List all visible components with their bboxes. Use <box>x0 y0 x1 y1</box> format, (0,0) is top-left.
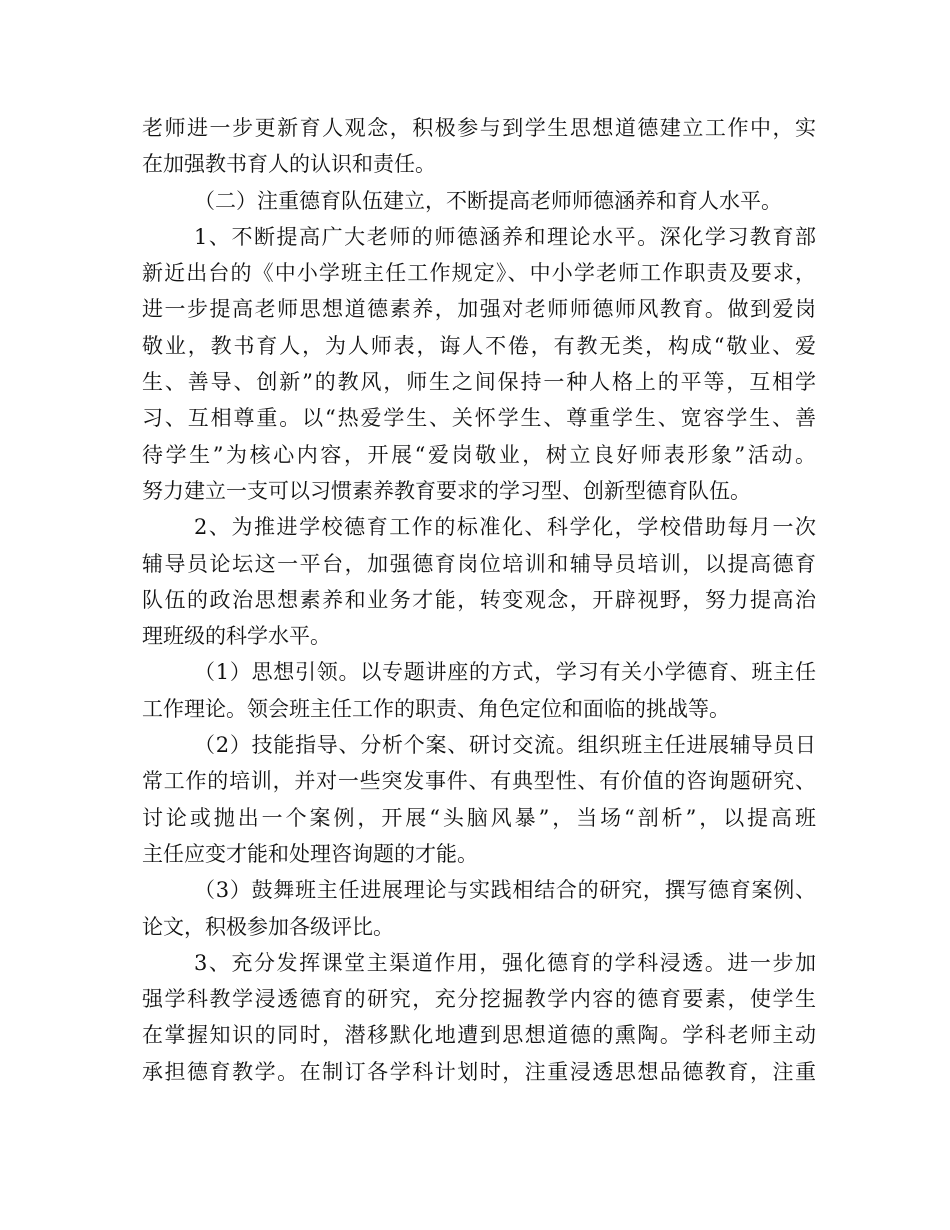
text-line: 承担德育教学。在制订各学科计划时，注重浸透思想品德教育，注重 <box>142 1059 816 1084</box>
text-line: 2、为推进学校德育工作的标准化、科学化，学校借助每月一次 <box>194 515 816 540</box>
text-line: 老师进一步更新育人观念，积极参与到学生思想道德建立工作中，实 <box>142 116 816 140</box>
text-line: 努力建立一支可以习惯素养教育要求的学习型、创新型德育队伍。 <box>142 478 751 503</box>
text-line: 在掌握知识的同时，潜移默化地遭到思想道德的熏陶。学科老师主动 <box>142 1023 816 1048</box>
text-line: 新近出台的《中小学班主任工作规定》、中小学老师工作职责及要求， <box>142 261 816 286</box>
text-line: （二）注重德育队伍建立，不断提高老师师德涵养和育人水平。 <box>194 188 782 213</box>
text-line: 辅导员论坛这一平台，加强德育岗位培训和辅导员培训，以提高德育 <box>142 551 816 576</box>
text-line: 待学生”为核心内容，开展“爱岗敬业，树立良好师表形象”活动。 <box>142 442 816 467</box>
text-line: 队伍的政治思想素养和业务才能，转变观念，开辟视野，努力提高治 <box>142 587 816 612</box>
text-line: （2）技能指导、分析个案、研讨交流。组织班主任进展辅导员日 <box>194 733 816 758</box>
text-line: 生、善导、创新”的教风，师生之间保持一种人格上的平等，互相学 <box>142 370 816 395</box>
text-line: 工作理论。领会班主任工作的职责、角色定位和面临的挑战等。 <box>142 696 730 721</box>
text-line: （3）鼓舞班主任进展理论与实践相结合的研究，撰写德育案例、 <box>194 878 816 903</box>
text-line: 讨论或抛出一个案例，开展“头脑风暴”，当场“剖析”，以提高班 <box>142 805 816 830</box>
text-line: 3、充分发挥课堂主渠道作用，强化德育的学科浸透。进一步加 <box>194 950 816 975</box>
text-line: 常工作的培训，并对一些突发事件、有典型性、有价值的咨询题研究、 <box>142 769 816 794</box>
document-body <box>142 110 816 1090</box>
text-line: （1）思想引领。以专题讲座的方式，学习有关小学德育、班主任 <box>194 660 816 685</box>
text-line: 主任应变才能和处理咨询题的才能。 <box>142 841 478 866</box>
text-line: 习、互相尊重。以“热爱学生、关怀学生、尊重学生、宽容学生、善 <box>142 406 816 431</box>
text-line: 进一步提高老师思想道德素养，加强对老师师德师风教育。做到爱岗 <box>142 297 816 322</box>
text-line: 1、不断提高广大老师的师德涵养和理论水平。深化学习教育部 <box>194 224 816 249</box>
text-line: 理班级的科学水平。 <box>142 624 331 649</box>
text-line: 论文，积极参加各级评比。 <box>142 914 394 939</box>
text-line: 敬业，教书育人，为人师表，诲人不倦，有教无类，构成“敬业、爱 <box>142 333 816 358</box>
text-line: 在加强教书育人的认识和责任。 <box>142 152 436 177</box>
text-line: 强学科教学浸透德育的研究，充分挖掘教学内容的德育要素，使学生 <box>142 987 816 1012</box>
